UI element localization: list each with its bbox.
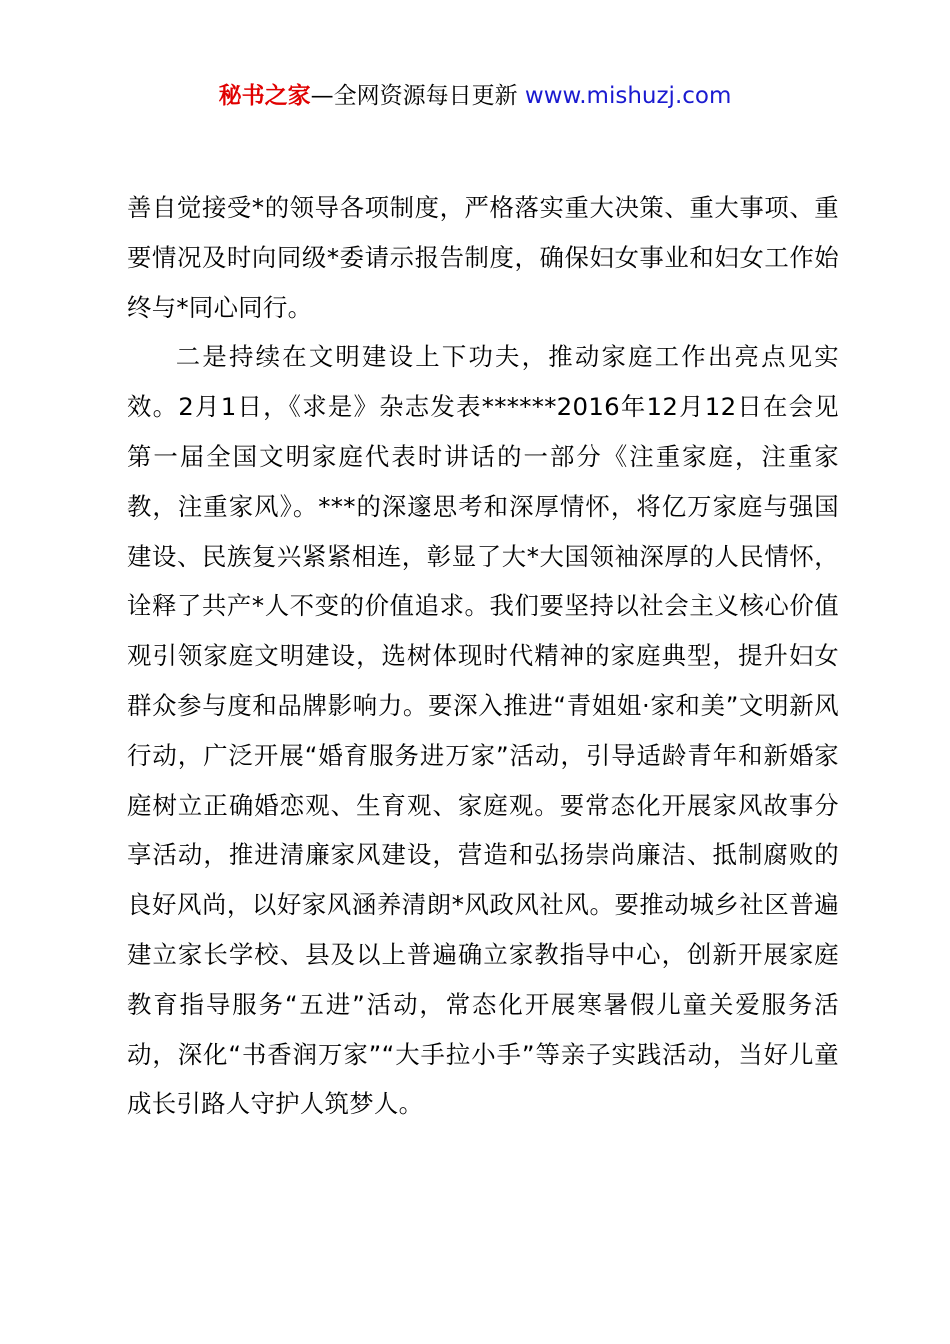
header-tagline: —全网资源每日更新	[310, 83, 525, 109]
website-url[interactable]: www.mishuzj.com	[524, 83, 732, 109]
paragraph-civilization-building: 二是持续在文明建设上下功夫，推动家庭工作出亮点见实效。2月1日，《求是》杂志发表******2016年12月12日在会见第一届全国文明家庭代表时讲话的一部分《注重家庭，注重家教，注重家风》。***的深邃思考和深厚情怀，将亿万家庭与强国建设、民族复兴紧紧相连，彰显了大*大国领袖深厚的人民情怀，诠释了共产*人不变的价值追求。我们要坚持以社会主义核心价值观引领家庭文明建设，选树体现时代精神的家庭典型，提升妇女群众参与度和品牌影响力。要深入推进“青姐姐·家和美”文明新风行动，广泛开展“婚育服务进万家”活动，引导适龄青年和新婚家庭树立正确婚恋观、生育观、家庭观。要常态化开展家风故事分享活动，推进清廉家风建设，营造和弘扬崇尚廉洁、抵制腐败的良好风尚，以好家风涵养清朗*风政风社风。要推动城乡社区普遍建立家长学校、县及以上普遍确立家教指导中心，创新开展家庭教育指导服务“五进”活动，常态化开展寒暑假儿童关爱服务活动，深化“书香润万家”“大手拉小手”等亲子实践活动，当好儿童成长引路人守护人筑梦人。	[127, 342, 839, 1119]
brand-name: 秘书之家	[218, 83, 311, 109]
paragraph-continued: 善自觉接受*的领导各项制度，严格落实重大决策、重大事项、重要情况及时向同级*委请示报告制度，确保妇女事业和妇女工作始终与*同心同行。	[127, 193, 839, 322]
document-body	[127, 183, 839, 1129]
page-header	[0, 80, 950, 112]
